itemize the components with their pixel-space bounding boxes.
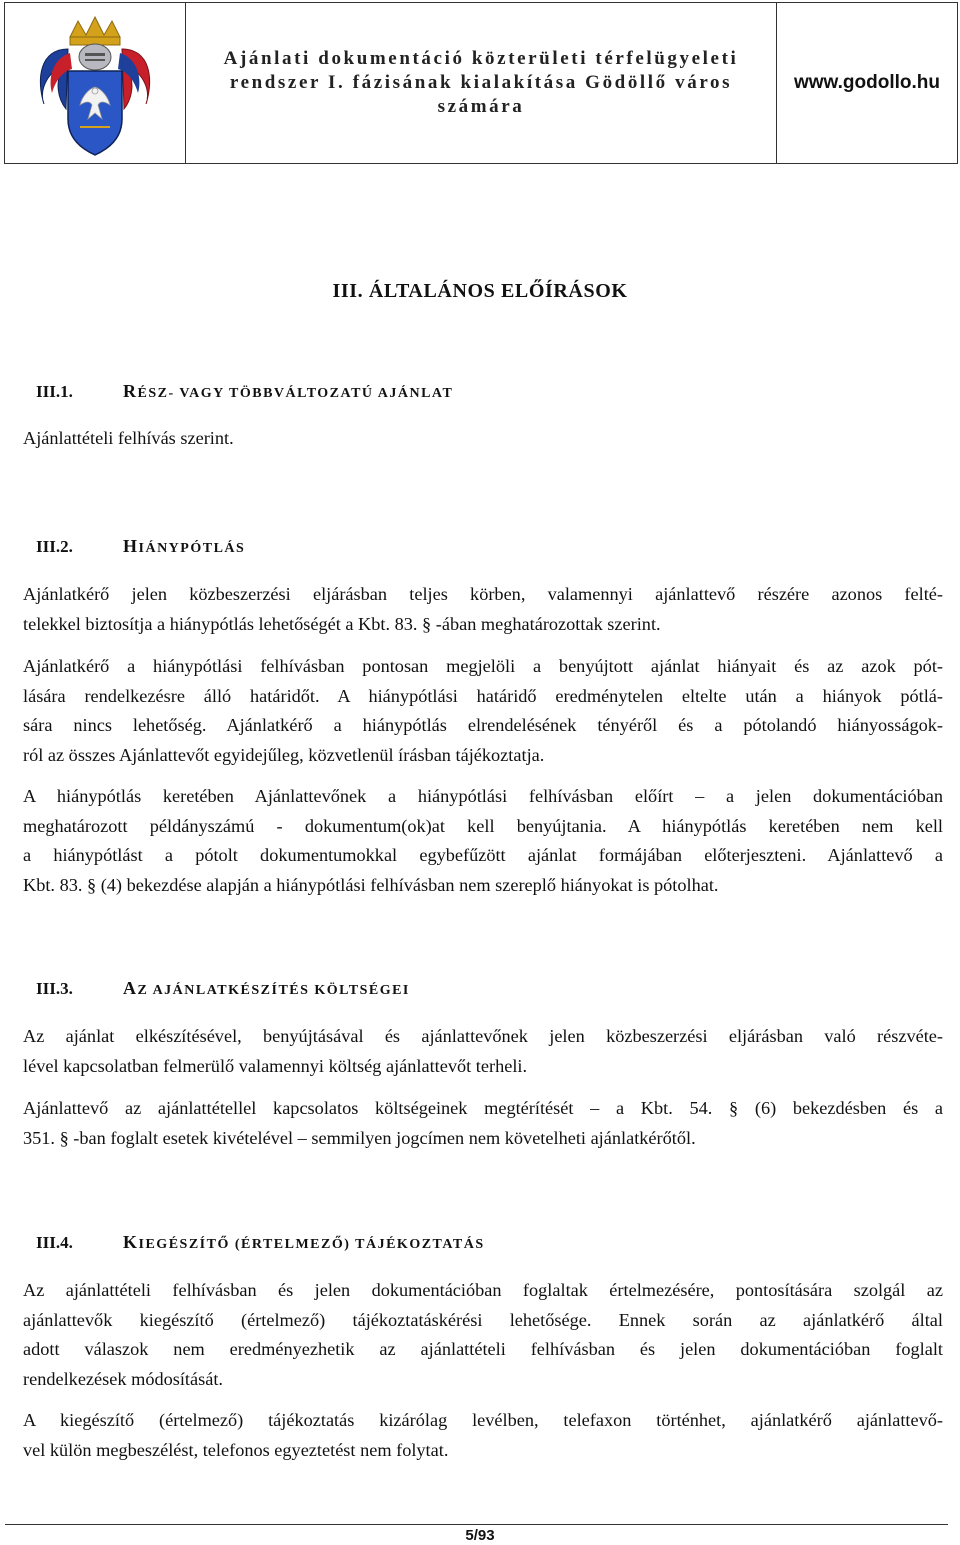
paragraph	[23, 652, 943, 770]
paragraph-line: rendelkezések módosítását.	[23, 1368, 224, 1389]
chapter-heading: III. ÁLTALÁNOS ELŐÍRÁSOK	[332, 280, 628, 302]
paragraph-line: telekkel biztosítja a hiánypótlás lehetőségét a Kbt. 83. § -ában meghatározottak szerint.	[23, 613, 661, 634]
paragraph-line: a hiánypótlást a pótolt dokumentumokkal egybefűzött ajánlat formájában előterjeszteni. Ajánlattevő a	[23, 845, 943, 865]
paragraph-line: A hiánypótlás keretében Ajánlattevőnek a hiánypótlási felhívásban előírt – a jelen dokumentációban	[23, 786, 943, 806]
paragraph	[23, 1406, 943, 1465]
paragraph-line: A kiegészítő (értelmező) tájékoztatás kizárólag levélben, telefaxon történhet, ajánlatkérő ajánlattevő-	[23, 1410, 943, 1430]
paragraph	[23, 424, 943, 454]
paragraph-line: Ajánlatkérő a hiánypótlási felhívásban pontosan megjelöli a benyújtott ajánlat hiányait és az azok pót-	[23, 656, 943, 676]
paragraph-line: sára nincs lehetőség. Ajánlatkérő a hiánypótlás elrendelésének tényéről és a pótolandó hiányosságok-	[23, 715, 943, 735]
section-title-rest: IEGÉSZÍTŐ (ÉRTELMEZŐ) TÁJÉKOZTATÁS	[138, 1237, 485, 1252]
paragraph-line: Ajánlattevő az ajánlattétellel kapcsolatos költségeinek megtérítését – a Kbt. 54. § (6) bekezdésben és a	[23, 1098, 943, 1118]
website-cell	[777, 3, 957, 163]
paragraph-line: Ajánlattételi felhívás szerint.	[23, 428, 234, 448]
document-title-cell	[186, 3, 777, 163]
logo-cell	[5, 3, 186, 163]
section-number: III.3.	[36, 979, 73, 998]
page-number: 5/93	[465, 1527, 495, 1544]
paragraph-line: lével kapcsolatban felmerülő valamennyi költség ajánlattevőt terheli.	[23, 1055, 528, 1076]
section-heading	[36, 536, 245, 557]
section-number: III.2.	[36, 537, 73, 556]
paragraph	[23, 1022, 943, 1081]
section-title-initial: R	[123, 381, 138, 401]
paragraph-line: 351. § -ban foglalt esetek kivételével – semmilyen jogcímen nem követelheti ajánlatkérőtől.	[23, 1127, 696, 1148]
paragraph-line: Az ajánlattételi felhívásban és jelen dokumentációban foglaltak értelmezésére, pontosítására szolgál az	[23, 1280, 943, 1300]
paragraph-line: vel külön megbeszélést, telefonos egyeztetést nem folytat.	[23, 1439, 449, 1460]
paragraph-line: Az ajánlat elkészítésével, benyújtásával és ajánlattevőnek jelen közbeszerzési eljárásban való részvéte-	[23, 1026, 943, 1046]
paragraph-line: Kbt. 83. § (4) bekezdése alapján a hiánypótlási felhívásban nem szereplő hiányokat is pótolhat.	[23, 874, 719, 895]
paragraph-line: Ajánlatkérő jelen közbeszerzési eljárásban teljes körben, valamennyi ajánlattevő részére azonos felté-	[23, 584, 943, 604]
section-heading	[36, 1232, 485, 1253]
section-title-rest: IÁNYPÓTLÁS	[138, 541, 246, 556]
footer-divider	[5, 1524, 948, 1525]
paragraph-line: adott válaszok nem eredményezhetik az ajánlattételi felhívásban és jelen dokumentációban foglalt	[23, 1339, 943, 1359]
page-header	[4, 2, 958, 164]
paragraph-line: ról az összes Ajánlattevőt egyidejűleg, közvetlenül írásban tájékoztatja.	[23, 744, 545, 765]
coat-of-arms-icon	[30, 9, 160, 157]
website-url: www.godollo.hu	[794, 72, 940, 93]
section-title-initial: A	[123, 978, 138, 998]
section-heading	[36, 381, 453, 402]
paragraph	[23, 782, 943, 900]
paragraph-line: lására rendelkezésre álló határidőt. A hiánypótlási határidő eredménytelen eltelte után a hiányok pótlá-	[23, 685, 943, 706]
paragraph-line: ajánlattevők kiegészítő (értelmező) tájékoztatáskérési lehetősége. Ennek során az ajánlatkérő által	[23, 1309, 943, 1330]
paragraph-line: meghatározott példányszámú - dokumentum(ok)at kell benyújtania. A hiánypótlás keretében nem kell	[23, 815, 943, 836]
section-heading	[36, 978, 410, 999]
section-number: III.1.	[36, 382, 73, 401]
section-title-initial: H	[123, 536, 139, 556]
paragraph	[23, 1276, 943, 1394]
paragraph	[23, 1094, 943, 1153]
paragraph	[23, 580, 943, 639]
section-title-rest: ÉSZ- VAGY TÖBBVÁLTOZATÚ AJÁNLAT	[137, 386, 454, 401]
section-number: III.4.	[36, 1233, 73, 1252]
document-title: Ajánlati dokumentáció közterületi térfelügyeleti rendszer I. fázisának kialakítása Gödöllő város számára	[223, 48, 739, 117]
section-title-rest: Z AJÁNLATKÉSZÍTÉS KÖLTSÉGEI	[137, 983, 410, 998]
section-title-initial: K	[123, 1232, 139, 1252]
